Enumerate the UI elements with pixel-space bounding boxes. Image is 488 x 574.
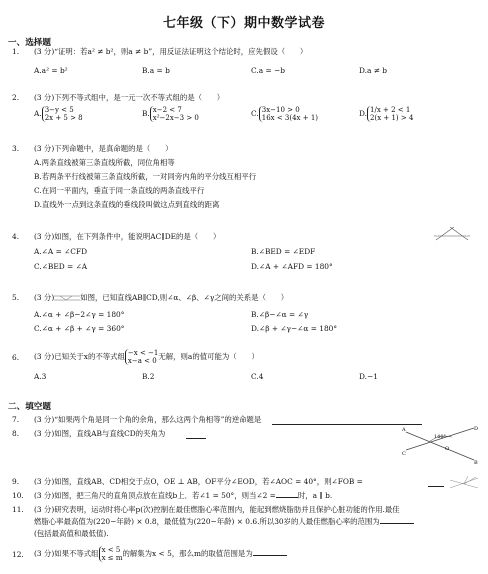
inequality-system	[99, 546, 123, 562]
page-title: 七年级（下）期中数学试卷	[162, 16, 325, 31]
option-label: A.	[34, 109, 42, 118]
question-2-option-d[interactable]	[359, 106, 413, 122]
fig8-label-o: O	[445, 446, 450, 452]
question-2-text: (3 分)下列不等式组中，是一元一次不等式组的是（ ）	[34, 93, 225, 102]
question-4-option-b[interactable]: B.∠BED = ∠EDF	[251, 247, 316, 256]
question-10-text-post: 时，a ∥ b.	[297, 491, 333, 500]
question-12-number: 12.	[12, 550, 24, 559]
question-9-text: (3 分)如图，直线AB、CD相交于点O，OE ⊥ AB，OF平分∠EOD，若∠AOC = 40°，则∠FOB =	[34, 477, 363, 486]
question-5-option-c[interactable]: C.∠α + ∠β + ∠γ = 360°	[34, 324, 125, 333]
question-8-figure	[400, 422, 480, 466]
question-1-option-b[interactable]: B.a = b	[142, 66, 170, 75]
question-5-text-post: 如图，已知直线AB∥CD,则∠α、∠β、∠γ之间的关系是（ ）	[80, 293, 289, 302]
question-4-figure	[432, 224, 472, 244]
inequality-system	[367, 106, 413, 122]
question-11-line-3: (包括最高值和最低值).	[34, 529, 109, 538]
question-8-answer-blank[interactable]	[186, 438, 206, 439]
option-label: D.	[359, 109, 368, 118]
question-10-text	[34, 491, 332, 501]
question-3-option-a[interactable]: A.两条直线被第三条直线所截，同位角相等	[34, 158, 175, 167]
inequality-system	[259, 106, 318, 122]
inequality-line: x < 5	[101, 546, 121, 554]
question-5-option-b[interactable]: B.∠β−∠α = ∠γ	[251, 310, 309, 319]
fig8-label-b: B	[474, 460, 478, 466]
question-11-line-2	[34, 517, 414, 527]
question-6-option-a[interactable]: A.3	[34, 372, 47, 381]
question-3-number: 3.	[12, 144, 20, 153]
question-5-text	[34, 293, 288, 303]
fig8-label-c: C	[402, 451, 406, 457]
question-11-line-1: (3 分)研究表明，运动时将心率p(次)控制在最佳燃脂心率范围内，能起到燃烧脂肪并且保护心脏功能的作用.最佳	[34, 505, 400, 514]
question-6-option-c[interactable]: C.4	[251, 372, 264, 381]
inequality-line: 2x + 5 > 8	[44, 114, 83, 122]
inequality-line: 16x < 3(4x + 1)	[261, 114, 319, 122]
question-7-number: 7.	[12, 415, 20, 424]
question-11-line-2-text: 燃脂心率最高值为(220−年龄) × 0.8，最低值为(220−年龄) × 0.6.所以30岁的人最佳燃脂心率的范围为	[34, 517, 380, 526]
option-label: B.	[142, 109, 150, 118]
question-1-option-a[interactable]: A.a² = b²	[34, 66, 68, 75]
question-4-option-d[interactable]: D.∠A + ∠AFD = 180°	[251, 262, 333, 271]
inequality-line: 3x−10 > 0	[261, 106, 300, 114]
question-5-inline-figure	[54, 294, 80, 302]
question-6-option-b[interactable]: B.2	[142, 372, 155, 381]
section-heading-choice: 一、选择题	[8, 38, 51, 48]
question-1-text: (3 分)“证明：若a² ≠ b²，则a ≠ b”，用反证法证明这个结论时，应先假设（ ）	[34, 47, 308, 56]
question-4-text: (3 分)如图，在下列条件中，能说明AC∥DE的是（ ）	[34, 232, 221, 241]
question-6-option-d[interactable]: D.−1	[359, 372, 378, 381]
inequality-system	[125, 349, 158, 365]
question-3-option-c[interactable]: C.在同一平面内，垂直于同一条直线的两条直线平行	[34, 186, 205, 195]
question-4-option-c[interactable]: C.∠BED = ∠A	[34, 262, 88, 271]
question-1-number: 1.	[12, 47, 20, 56]
question-7-text: (3 分)“如果两个角是同一个角的余角，那么这两个角相等”的逆命题是	[34, 415, 262, 424]
inequality-line: x−a < 0	[127, 357, 157, 365]
question-2-number: 2.	[12, 93, 20, 102]
question-10-number: 10.	[12, 491, 24, 500]
question-10-answer-blank[interactable]	[276, 497, 298, 498]
question-12-text	[34, 546, 287, 562]
inequality-line: x−2 < 7	[152, 106, 182, 114]
fig8-angle-label: 140°	[434, 434, 447, 440]
question-11-number: 11.	[12, 505, 24, 514]
inequality-line: 1/x + 2 < 1	[370, 106, 411, 114]
inequality-line: x²−2x−3 > 0	[152, 114, 199, 122]
question-12-text-post: 的解集为x < 5，那么m的取值范围是为	[122, 549, 253, 558]
question-2-option-c[interactable]	[251, 106, 318, 122]
section-heading-fill: 二、填空题	[8, 402, 51, 412]
question-4-option-a[interactable]: A.∠A = ∠CFD	[34, 247, 88, 256]
question-3-text: (3 分)下列命题中，是真命题的是（ ）	[34, 144, 173, 153]
question-12-answer-blank[interactable]	[253, 555, 287, 556]
question-9-answer-blank[interactable]	[428, 486, 444, 487]
question-6-text-post: 无解，则a的值可能为（ ）	[158, 352, 259, 361]
question-6-text-pre: (3 分)已知关于x的不等式组	[34, 352, 125, 361]
question-2-option-b[interactable]	[142, 106, 199, 122]
question-10-text-pre: (3 分)如图，把三角尺的直角顶点放在直线b上．若∠1 = 50°，则当∠2 =	[34, 491, 276, 500]
fig8-label-a: A	[402, 427, 406, 433]
question-5-option-d[interactable]: D.∠β + ∠γ−∠α = 180°	[251, 324, 338, 333]
question-3-option-b[interactable]: B.若两条平行线被第三条直线所截，一对同旁内角的平分线互相平行	[34, 172, 257, 181]
inequality-line: x ≤ m	[101, 554, 123, 562]
question-2-option-a[interactable]	[34, 106, 83, 122]
question-8-text: (3 分)如图，直线AB与直线CD的夹角为	[34, 429, 166, 438]
question-9-number: 9.	[12, 477, 20, 486]
question-11-answer-blank[interactable]	[380, 523, 414, 524]
question-5-text-pre: (3 分)	[34, 293, 55, 302]
question-6-number: 6.	[12, 353, 20, 362]
question-5-number: 5.	[12, 293, 20, 302]
question-3-option-d[interactable]: D.直线外一点到这条直线的垂线段叫做这点到直线的距离	[34, 200, 220, 209]
question-5-option-a[interactable]: A.∠α + ∠β−2∠γ = 180°	[34, 310, 125, 319]
fig8-label-d: D	[474, 426, 479, 432]
question-1-option-d[interactable]: D.a ≠ b	[359, 66, 388, 75]
inequality-system	[150, 106, 199, 122]
question-6-text	[34, 349, 259, 365]
question-9-figure	[448, 476, 480, 490]
option-label: C.	[251, 109, 259, 118]
inequality-line: 2(x + 1) > 4	[370, 114, 414, 122]
question-12-text-pre: (3 分)如果不等式组	[34, 549, 99, 558]
inequality-line: 3−y < 5	[44, 106, 74, 114]
question-8-number: 8.	[12, 429, 20, 438]
inequality-line: −x < −1	[127, 349, 159, 357]
question-4-number: 4.	[12, 232, 20, 241]
question-1-option-c[interactable]: C.a = −b	[251, 66, 285, 75]
inequality-system	[42, 106, 83, 122]
